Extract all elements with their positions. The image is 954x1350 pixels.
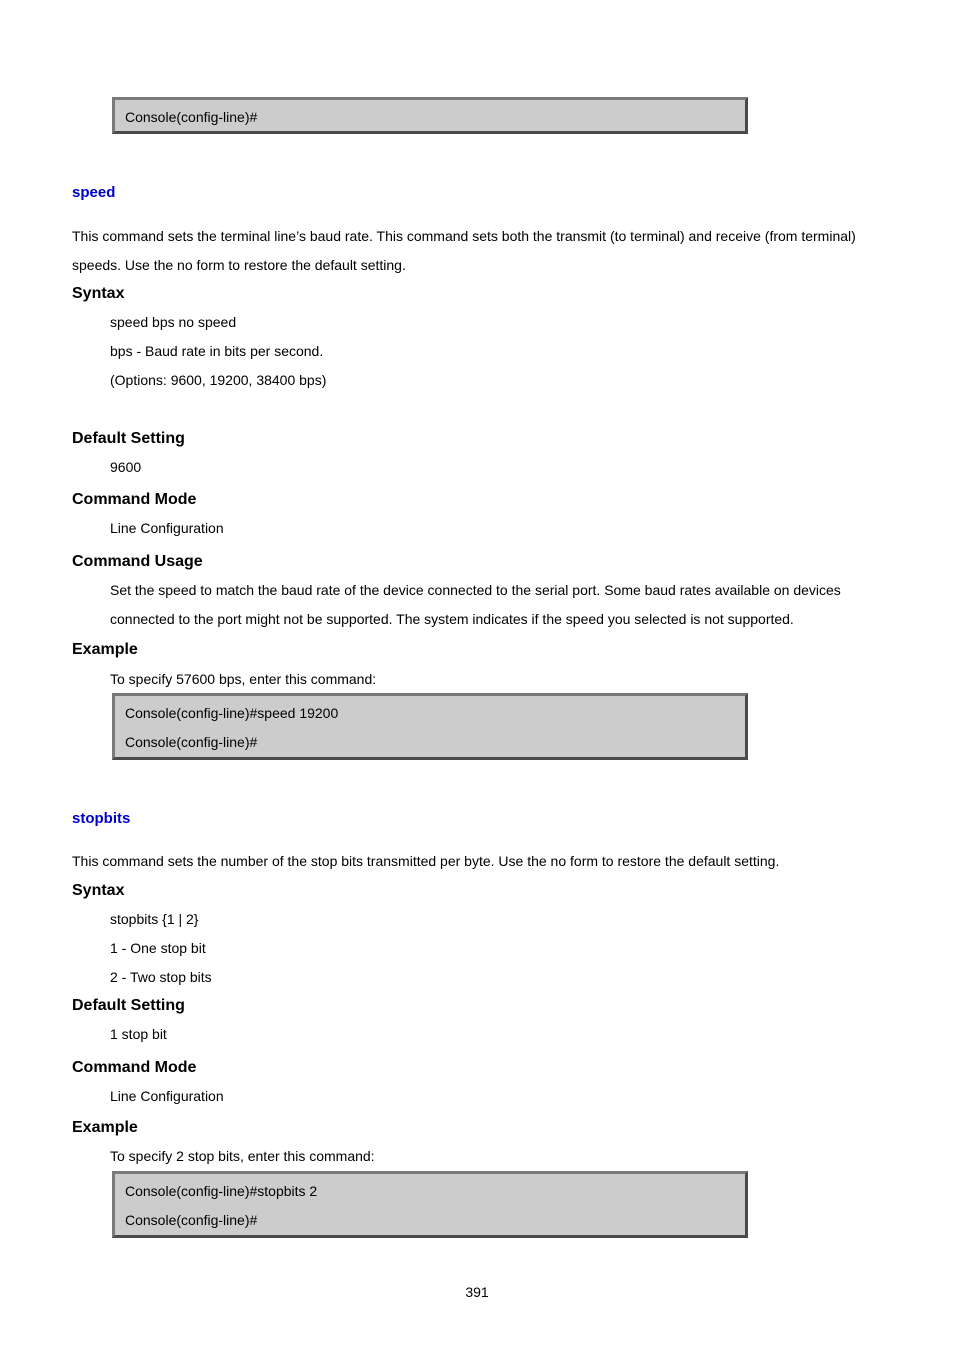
speed-mode-heading: Command Mode <box>72 491 197 508</box>
code-line: Console(config-line)# <box>125 1212 258 1228</box>
speed-usage-line-2: connected to the port might not be supported. The system indicates if the speed you selected is not supported. <box>110 611 794 627</box>
speed-mode-value: Line Configuration <box>110 520 224 536</box>
speed-syntax-line: bps - Baud rate in bits per second. <box>110 343 324 359</box>
code-line: Console(config-line)#speed 19200 <box>125 705 339 721</box>
speed-usage-heading: Command Usage <box>72 553 203 570</box>
speed-usage-line-1: Set the speed to match the baud rate of the device connected to the serial port. Some baud rates available on devices <box>110 582 841 598</box>
stopbits-default-heading: Default Setting <box>72 997 185 1014</box>
speed-description-line-1: This command sets the terminal line’s baud rate. This command sets both the transmit (to terminal) and receive (from terminal) <box>72 228 856 244</box>
stopbits-example-heading: Example <box>72 1119 138 1136</box>
stopbits-syntax-line: 2 - Two stop bits <box>110 969 212 985</box>
stopbits-description: This command sets the number of the stop bits transmitted per byte. Use the no form to restore the default setting. <box>72 853 780 869</box>
stopbits-syntax-heading: Syntax <box>72 882 125 899</box>
section-title-speed: speed <box>72 184 116 201</box>
stopbits-syntax-line: 1 - One stop bit <box>110 940 206 956</box>
stopbits-example-intro: To specify 2 stop bits, enter this command: <box>110 1148 375 1164</box>
code-line: Console(config-line)#stopbits 2 <box>125 1183 318 1199</box>
page-number: 391 <box>465 1284 489 1300</box>
speed-description-line-2: speeds. Use the no form to restore the default setting. <box>72 257 406 273</box>
code-block-speed-example <box>112 693 748 760</box>
code-block-stopbits-example <box>112 1171 748 1238</box>
speed-example-intro: To specify 57600 bps, enter this command: <box>110 671 377 687</box>
code-block-top <box>112 97 748 134</box>
speed-default-heading: Default Setting <box>72 430 185 447</box>
section-title-stopbits: stopbits <box>72 810 131 827</box>
speed-syntax-line: (Options: 9600, 19200, 38400 bps) <box>110 372 327 388</box>
stopbits-mode-heading: Command Mode <box>72 1059 197 1076</box>
code-line: Console(config-line)# <box>125 109 258 125</box>
code-line: Console(config-line)# <box>125 734 258 750</box>
speed-syntax-heading: Syntax <box>72 285 125 302</box>
speed-default-value: 9600 <box>110 459 142 475</box>
stopbits-mode-value: Line Configuration <box>110 1088 224 1104</box>
stopbits-syntax-line: stopbits {1 | 2} <box>110 911 199 927</box>
stopbits-default-value: 1 stop bit <box>110 1026 167 1042</box>
speed-syntax-line: speed bps no speed <box>110 314 237 330</box>
speed-example-heading: Example <box>72 641 138 658</box>
